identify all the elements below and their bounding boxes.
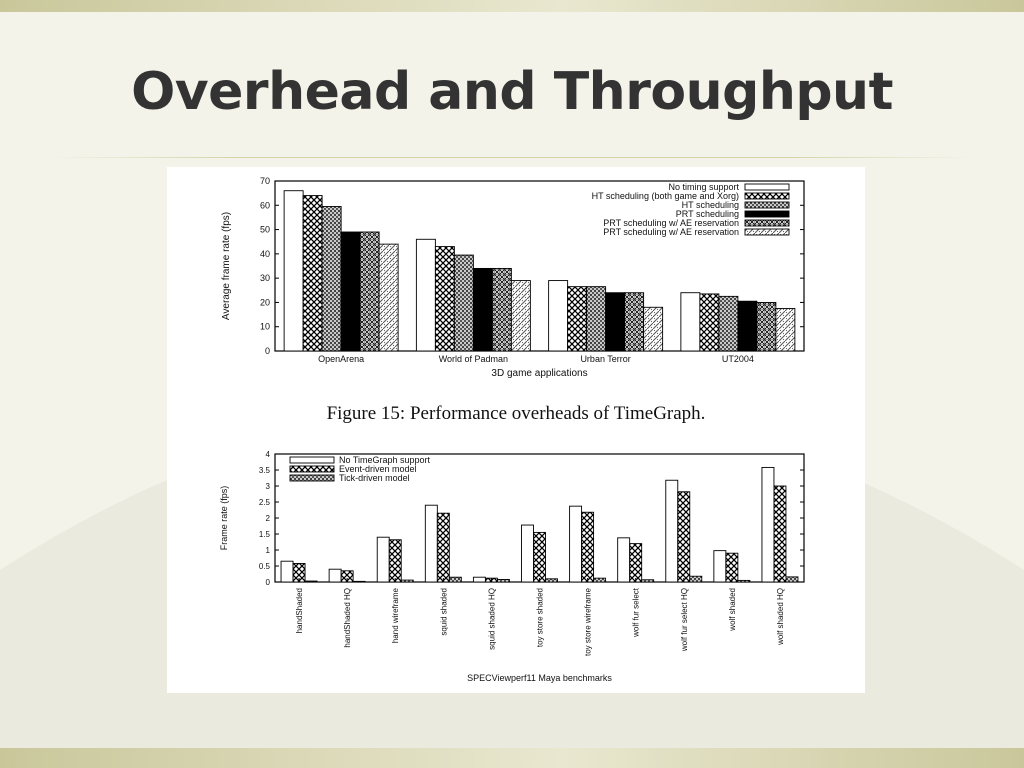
bar	[666, 480, 678, 582]
bar	[454, 255, 473, 351]
bar	[341, 232, 360, 351]
slide-title: Overhead and Throughput	[131, 62, 893, 122]
bar	[762, 467, 774, 582]
bar	[281, 561, 293, 582]
x-tick-label: squid shaded HQ	[487, 588, 497, 650]
y-tick-label: 4	[265, 450, 270, 459]
bar	[425, 505, 437, 582]
bar	[492, 268, 511, 351]
x-tick-label: toy store wireframe	[583, 588, 593, 657]
bar	[534, 532, 546, 582]
figure-svg	[167, 167, 865, 693]
legend-swatch	[290, 466, 334, 472]
x-tick-label: wolf shaded	[727, 588, 737, 631]
legend-label: No timing support	[668, 182, 739, 192]
x-tick-label: squid shaded	[439, 588, 449, 636]
chart-frame-rate-3d-games	[221, 176, 804, 379]
y-tick-label: 60	[259, 200, 270, 211]
legend-swatch	[745, 229, 789, 235]
bar	[644, 307, 663, 351]
bar	[719, 296, 738, 351]
bar	[473, 268, 492, 351]
bar	[353, 581, 365, 582]
x-tick-label: handShaded HQ	[343, 588, 353, 648]
y-tick-label: 10	[259, 321, 270, 332]
x-tick-label: wolf fur select	[631, 588, 641, 637]
bottom-decor-band	[0, 748, 1024, 768]
bar	[546, 579, 558, 582]
x-tick-label: UT2004	[721, 354, 754, 364]
x-axis-label: 3D game applications	[491, 368, 588, 379]
legend-swatch	[290, 475, 334, 481]
bar	[726, 553, 738, 582]
legend-label: Tick-driven model	[339, 473, 410, 483]
bar	[568, 287, 587, 351]
y-tick-label: 40	[259, 248, 270, 259]
x-tick-label: Urban Terror	[580, 354, 631, 364]
bar	[497, 579, 509, 582]
y-tick-label: 0	[265, 578, 270, 587]
legend-label: PRT scheduling w/ AE reservation	[603, 227, 739, 237]
bar	[738, 580, 750, 582]
bar	[714, 551, 726, 582]
legend-label: HT scheduling (both game and Xorg)	[591, 191, 739, 201]
legend-label: Event-driven model	[339, 464, 417, 474]
legend-label: PRT scheduling	[675, 209, 739, 219]
y-tick-label: 3	[265, 482, 270, 491]
legend-swatch	[745, 211, 789, 217]
bar	[774, 486, 786, 582]
y-axis-label: Frame rate (fps)	[219, 485, 229, 551]
x-tick-label: handShaded	[295, 588, 305, 634]
y-tick-label: 2.5	[258, 498, 270, 507]
bar	[570, 506, 582, 582]
bar	[786, 577, 798, 582]
bar	[738, 301, 757, 351]
bar	[322, 207, 341, 352]
figure-panel	[167, 167, 865, 693]
bar	[435, 247, 454, 351]
bar	[594, 578, 606, 582]
bar	[305, 581, 317, 582]
bar	[625, 293, 644, 351]
y-tick-label: 50	[259, 224, 270, 235]
chart-frame-rate-maya	[219, 450, 804, 683]
x-tick-label: World of Padman	[438, 354, 509, 364]
bar	[401, 580, 413, 582]
bar	[329, 569, 341, 582]
bar	[511, 281, 530, 351]
bar	[389, 540, 401, 582]
y-tick-label: 0.5	[258, 562, 270, 571]
y-tick-label: 1.5	[258, 530, 270, 539]
bar	[618, 538, 630, 582]
bar	[757, 302, 776, 351]
bar	[522, 525, 534, 582]
bar	[606, 293, 625, 351]
legend-swatch	[745, 193, 789, 199]
y-tick-label: 2	[265, 514, 270, 523]
bar	[681, 293, 700, 351]
y-axis-label: Average frame rate (fps)	[221, 211, 232, 321]
legend-swatch	[290, 457, 334, 463]
y-tick-label: 70	[259, 176, 270, 186]
legend-label: PRT scheduling w/ AE reservation	[603, 218, 739, 228]
bar	[587, 287, 606, 351]
legend-label: No TimeGraph support	[339, 455, 431, 465]
bar	[678, 492, 690, 582]
figure-caption: Figure 15: Performance overheads of TimeGraph.	[326, 403, 706, 424]
legend-swatch	[745, 202, 789, 208]
x-tick-label: OpenArena	[318, 354, 365, 364]
x-axis-label: SPECViewperf11 Maya benchmarks	[467, 673, 612, 683]
x-tick-label: wolf shaded HQ	[775, 588, 785, 645]
y-tick-label: 3.5	[258, 466, 270, 475]
legend-swatch	[745, 184, 789, 190]
y-tick-label: 0	[264, 346, 270, 356]
bar	[284, 191, 303, 351]
bar	[473, 577, 485, 582]
legend-swatch	[745, 220, 789, 226]
x-tick-label: toy store shaded	[535, 588, 545, 648]
bar	[642, 580, 654, 582]
y-tick-label: 30	[259, 273, 270, 284]
y-tick-label: 20	[259, 297, 270, 308]
bar	[379, 244, 398, 351]
title-divider	[50, 157, 974, 158]
bar	[630, 544, 642, 582]
bar	[549, 281, 568, 351]
top-decor-band	[0, 0, 1024, 12]
bar	[437, 513, 449, 582]
bar	[303, 196, 322, 351]
bar	[377, 537, 389, 582]
y-tick-label: 1	[265, 546, 270, 555]
legend-label: HT scheduling	[681, 200, 739, 210]
bar	[416, 239, 435, 351]
bar	[449, 577, 461, 582]
bar	[582, 512, 594, 582]
bar	[360, 232, 379, 351]
x-tick-label: wolf fur select HQ	[679, 588, 689, 652]
bar	[700, 294, 719, 351]
x-tick-label: hand wireframe	[391, 588, 401, 644]
bar	[690, 576, 702, 582]
bar	[776, 309, 795, 352]
